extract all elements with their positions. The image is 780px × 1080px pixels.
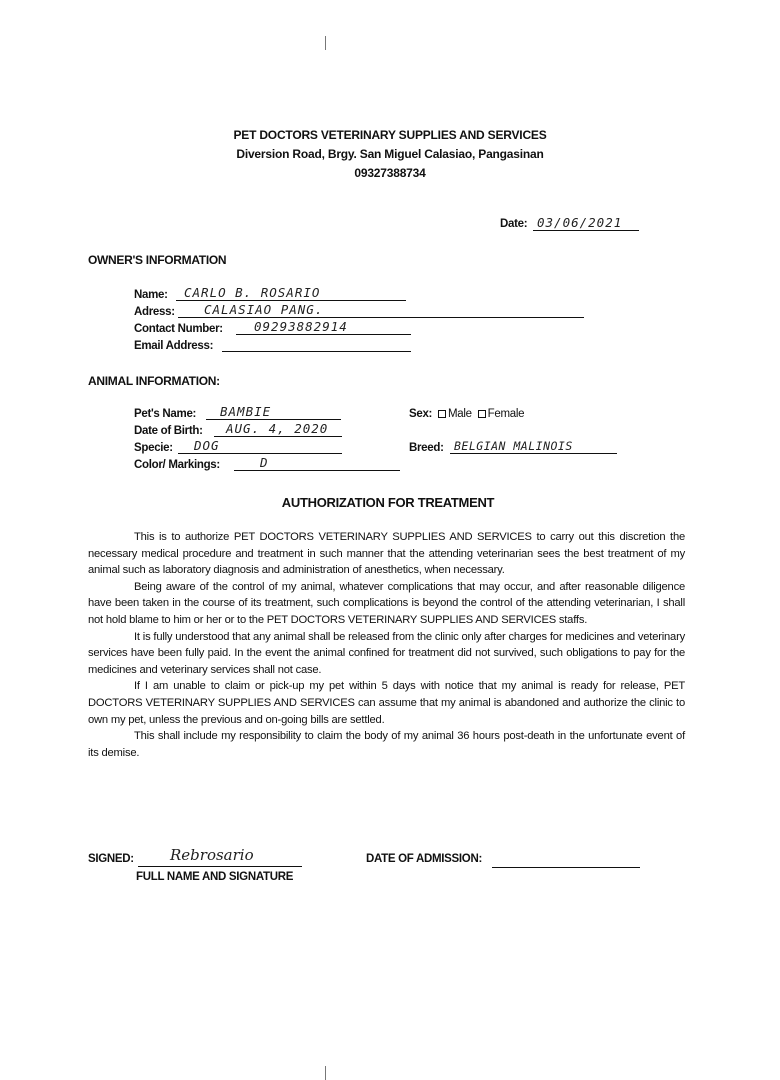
specie-label: Specie: <box>134 442 173 454</box>
owner-name-value: CARLO B. ROSARIO <box>184 285 321 300</box>
owner-address-value: CALASIAO PANG. <box>204 302 324 317</box>
sex-male-checkbox[interactable] <box>438 410 446 418</box>
date-value: 03/06/2021 <box>537 215 623 230</box>
contact-number-label: Contact Number: <box>134 323 223 335</box>
sex-male-label: Male <box>448 408 472 420</box>
authorization-paragraph: Being aware of the control of my animal, whatever complications that may occur, and after reasonable diligence have been taken in the course of its treatment, such complications is beyond the control of the attending veterinarian, I shall not hold blame to him or her or to the PET DOCTORS VETERINARY SUPPLIES AND SERVICES staffs. <box>88 580 685 626</box>
contact-number-value: 09293882914 <box>254 319 348 334</box>
email-address-label: Email Address: <box>134 340 214 352</box>
pet-name-field[interactable] <box>206 403 341 420</box>
signature-caption: FULL NAME AND SIGNATURE <box>136 871 294 883</box>
date-of-birth-label: Date of Birth: <box>134 425 203 437</box>
contact-number-field[interactable] <box>236 318 411 335</box>
pet-name-value: BAMBIE <box>220 404 272 419</box>
sex-female-checkbox[interactable] <box>478 410 486 418</box>
date-of-birth-field[interactable] <box>214 420 342 437</box>
date-label: Date: <box>500 218 528 230</box>
breed-label: Breed: <box>409 442 444 454</box>
authorization-title: AUTHORIZATION FOR TREATMENT <box>281 495 495 510</box>
owner-info-heading: OWNER'S INFORMATION <box>88 253 227 267</box>
email-address-field[interactable] <box>222 335 411 352</box>
authorization-paragraph: This is to authorize PET DOCTORS VETERINARY SUPPLIES AND SERVICES to carry out this discretion the necessary medical procedure and treatment in such manner that the attending veterinarian sees the best treatment of my animal such as laboratory diagnosis and administration of anesthetics, when necessary. <box>88 531 685 577</box>
sex-female-label: Female <box>487 408 525 420</box>
scan-mark-top <box>325 36 326 50</box>
signature-field[interactable] <box>138 846 302 867</box>
business-name: PET DOCTORS VETERINARY SUPPLIES AND SERVICES <box>233 128 547 142</box>
scan-mark-bottom <box>325 1066 326 1080</box>
authorization-paragraph: This shall include my responsibility to claim the body of my animal 36 hours post-death in the unfortunate event of its demise. <box>88 730 685 759</box>
owner-address-label: Adress: <box>134 306 175 318</box>
owner-address-field[interactable] <box>178 301 584 318</box>
color-markings-value: D <box>260 455 269 470</box>
sex-row <box>409 408 524 420</box>
specie-field[interactable] <box>178 437 342 454</box>
specie-value: DOG <box>194 438 220 453</box>
color-markings-label: Color/ Markings: <box>134 459 220 471</box>
owner-name-label: Name: <box>134 289 168 301</box>
breed-field[interactable] <box>450 437 617 454</box>
animal-info-heading: ANIMAL INFORMATION: <box>88 374 220 388</box>
authorization-paragraph: It is fully understood that any animal shall be released from the clinic only after charges for medicines and veterinary services have been fully paid. In the event the animal confined for treatment did not survived, such obligations to pay for the medicines and veterinary services shall not case. <box>88 630 685 676</box>
business-phone: 09327388734 <box>354 166 426 180</box>
owner-name-field[interactable] <box>176 284 406 301</box>
authorization-body <box>88 529 685 761</box>
color-markings-field[interactable] <box>234 454 400 471</box>
signature-value: Rebrosario <box>170 846 254 864</box>
date-of-admission-field[interactable] <box>492 851 640 868</box>
authorization-paragraph: If I am unable to claim or pick-up my pet within 5 days with notice that my animal is ready for release, PET DOCTORS VETERINARY SUPPLIES AND SERVICES can assume that my animal is abandoned and authorize the clinic to own my pet, unless the previous and on-going bills are settled. <box>88 680 685 726</box>
sex-label: Sex: <box>409 408 433 420</box>
pet-name-label: Pet's Name: <box>134 408 197 420</box>
breed-value: BELGIAN MALINOIS <box>454 439 573 453</box>
signed-label: SIGNED: <box>88 853 134 865</box>
date-field[interactable] <box>533 214 639 231</box>
date-of-admission-label: DATE OF ADMISSION: <box>366 853 482 865</box>
business-address: Diversion Road, Brgy. San Miguel Calasiao, Pangasinan <box>236 147 544 161</box>
date-of-birth-value: AUG. 4, 2020 <box>226 421 329 436</box>
